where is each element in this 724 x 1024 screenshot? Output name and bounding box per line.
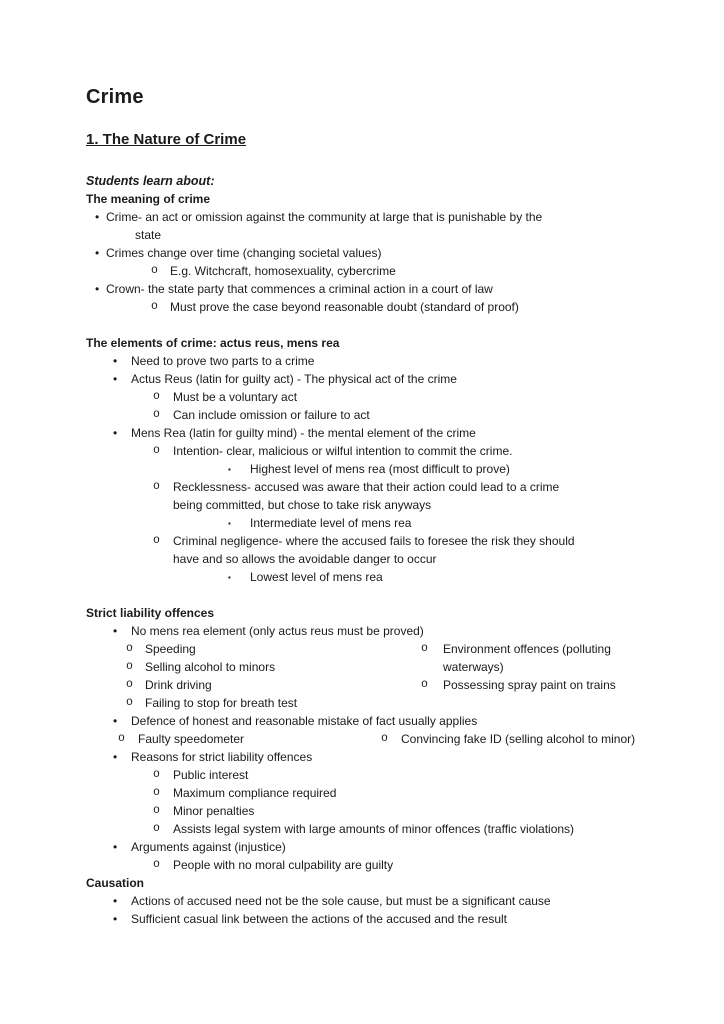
bullet-item (86, 856, 676, 874)
bullet-item (86, 802, 676, 820)
bullet-icon: • (113, 750, 118, 764)
bullet-text (86, 658, 421, 676)
bullet-text (86, 478, 676, 514)
line: Reasons for strict liability offences (131, 750, 313, 764)
bullet-item (86, 244, 676, 262)
line: Crime- an act or omission against the community at large that is punishable by the (106, 210, 543, 224)
bullet-item (86, 460, 676, 478)
line: Selling alcohol to minors (145, 660, 276, 674)
bullet-item (86, 748, 676, 766)
bullet-icon: • (95, 282, 100, 296)
circle-bullet-icon: o (153, 804, 160, 817)
bullet-icon: • (113, 426, 118, 440)
bullet-text (421, 676, 676, 694)
bullet-text (86, 532, 676, 568)
left-column (86, 730, 381, 748)
line: Public interest (173, 768, 249, 782)
circle-bullet-icon: o (153, 786, 160, 799)
line: Assists legal system with large amounts of minor offences (traffic violations) (173, 822, 575, 836)
line: Arguments against (injustice) (131, 840, 286, 854)
line: No mens rea element (only actus reus must be proved) (131, 624, 424, 638)
bullet-item (381, 730, 676, 748)
bullet-item (86, 892, 676, 910)
line: Intermediate level of mens rea (250, 516, 412, 530)
bullet-item (86, 568, 676, 586)
line: Mens Rea (latin for guilty mind) - the mental element of the crime (131, 426, 476, 440)
section-heading: 1. The Nature of Crime (86, 131, 247, 148)
bullet-icon: • (113, 894, 118, 908)
circle-bullet-icon: o (153, 822, 160, 835)
bullet-item (86, 622, 676, 640)
left-column (86, 640, 421, 712)
lead-in-label: Students learn about: (86, 174, 215, 188)
bullet-item (86, 532, 676, 568)
bullet-text (86, 262, 676, 280)
bullet-icon: • (113, 354, 118, 368)
bullet-item (86, 676, 421, 694)
two-column-list (86, 640, 676, 712)
bullet-text (86, 406, 676, 424)
bullet-text (86, 568, 676, 586)
bullet-text (86, 910, 676, 928)
circle-bullet-icon: o (126, 660, 133, 673)
line: People with no moral culpability are guilty (173, 858, 394, 872)
bullet-item (86, 442, 676, 460)
bullet-icon: • (113, 714, 118, 728)
bullet-item (86, 208, 676, 244)
bullet-item (86, 910, 676, 928)
circle-bullet-icon: o (153, 408, 160, 421)
bullet-item (421, 640, 676, 676)
circle-bullet-icon: o (153, 858, 160, 871)
wrapped-line: waterways) (443, 660, 504, 674)
bullet-icon: • (95, 246, 100, 260)
line: Lowest level of mens rea (250, 570, 383, 584)
line: Drink driving (145, 678, 212, 692)
document-title: Crime (86, 86, 144, 108)
square-bullet-icon: ▪ (228, 573, 231, 582)
circle-bullet-icon: o (151, 300, 158, 313)
bullet-text (86, 388, 676, 406)
bullet-text (86, 856, 676, 874)
line: Actions of accused need not be the sole cause, but must be a significant cause (131, 894, 551, 908)
line: Maximum compliance required (173, 786, 337, 800)
line: Crown- the state party that commences a criminal action in a court of law (106, 282, 493, 296)
bullet-item (86, 388, 676, 406)
bullet-text (381, 730, 676, 748)
bullet-text (86, 712, 676, 730)
circle-bullet-icon: o (381, 732, 388, 745)
line: Possessing spray paint on trains (443, 678, 616, 692)
bullet-item (86, 424, 676, 442)
line: Minor penalties (173, 804, 255, 818)
content-heading: The elements of crime: actus reus, mens rea (86, 336, 340, 350)
bullet-text (86, 730, 381, 748)
content-heading: The meaning of crime (86, 192, 211, 206)
bullet-item (86, 658, 421, 676)
bullet-item (86, 478, 676, 514)
bullet-text (86, 766, 676, 784)
line: Must prove the case beyond reasonable doubt (standard of proof) (170, 300, 519, 314)
bullet-item (86, 712, 676, 730)
bullet-text (86, 280, 676, 298)
bullet-text (86, 370, 676, 388)
bullet-text (86, 820, 676, 838)
line: Recklessness- accused was aware that their action could lead to a crime (173, 480, 560, 494)
bullet-item (86, 640, 421, 658)
circle-bullet-icon: o (153, 768, 160, 781)
bullet-item (86, 766, 676, 784)
bullet-text (86, 460, 676, 478)
bullet-text (86, 208, 676, 244)
bullet-item (86, 820, 676, 838)
bullet-text (86, 748, 676, 766)
bullet-text (86, 640, 421, 658)
line: Defence of honest and reasonable mistake of fact usually applies (131, 714, 478, 728)
bullet-icon: • (113, 840, 118, 854)
circle-bullet-icon: o (118, 732, 125, 745)
line: Highest level of mens rea (most difficult to prove) (250, 462, 510, 476)
line: Speeding (145, 642, 196, 656)
bullet-text (86, 784, 676, 802)
line: Sufficient casual link between the actions of the accused and the result (131, 912, 508, 926)
line: Crimes change over time (changing societal values) (106, 246, 382, 260)
bullet-item (86, 730, 381, 748)
right-column (381, 730, 676, 748)
section-gap (86, 586, 676, 604)
bullet-text (86, 244, 676, 262)
circle-bullet-icon: o (153, 444, 160, 457)
bullet-text (86, 892, 676, 910)
bullet-text (86, 442, 676, 460)
wrapped-line: being committed, but chose to take risk anyways (173, 498, 432, 512)
content-area (86, 190, 676, 928)
bullet-icon: • (113, 624, 118, 638)
bullet-text (86, 622, 676, 640)
circle-bullet-icon: o (151, 264, 158, 277)
bullet-icon: • (113, 372, 118, 386)
right-column (421, 640, 676, 694)
bullet-text (86, 424, 676, 442)
bullet-text (421, 640, 676, 676)
bullet-item (86, 280, 676, 298)
document-body (86, 0, 676, 928)
bullet-text (86, 694, 421, 712)
circle-bullet-icon: o (153, 390, 160, 403)
bullet-item (86, 514, 676, 532)
bullet-item (86, 298, 676, 316)
square-bullet-icon: ▪ (228, 465, 231, 474)
line: Intention- clear, malicious or wilful intention to commit the crime. (173, 444, 513, 458)
circle-bullet-icon: o (421, 678, 428, 691)
circle-bullet-icon: o (153, 480, 160, 493)
line: Failing to stop for breath test (145, 696, 298, 710)
line: Can include omission or failure to act (173, 408, 370, 422)
content-heading: Causation (86, 876, 145, 890)
circle-bullet-icon: o (421, 642, 428, 655)
bullet-icon: • (95, 210, 100, 224)
bullet-text (86, 298, 676, 316)
bullet-item (86, 406, 676, 424)
square-bullet-icon: ▪ (228, 519, 231, 528)
bullet-item (86, 262, 676, 280)
bullet-text (86, 352, 676, 370)
circle-bullet-icon: o (153, 534, 160, 547)
line: Faulty speedometer (138, 732, 245, 746)
bullet-item (86, 694, 421, 712)
bullet-text (86, 802, 676, 820)
bullet-item (86, 352, 676, 370)
line: Actus Reus (latin for guilty act) - The physical act of the crime (131, 372, 457, 386)
line: Criminal negligence- where the accused fails to foresee the risk they should (173, 534, 575, 548)
bullet-text (86, 676, 421, 694)
line: Environment offences (polluting (443, 642, 611, 656)
bullet-text (86, 838, 676, 856)
line: E.g. Witchcraft, homosexuality, cybercrime (170, 264, 396, 278)
circle-bullet-icon: o (126, 696, 133, 709)
line: Need to prove two parts to a crime (131, 354, 315, 368)
bullet-item (421, 676, 676, 694)
line: Must be a voluntary act (173, 390, 298, 404)
bullet-icon: • (113, 912, 118, 926)
content-heading: Strict liability offences (86, 606, 215, 620)
bullet-item (86, 838, 676, 856)
wrapped-line: have and so allows the avoidable danger to occur (173, 552, 437, 566)
section-gap (86, 316, 676, 334)
circle-bullet-icon: o (126, 642, 133, 655)
wrapped-line: state (135, 228, 162, 242)
two-column-list (86, 730, 676, 748)
bullet-item (86, 784, 676, 802)
line: Convincing fake ID (selling alcohol to minor) (401, 732, 636, 746)
bullet-text (86, 514, 676, 532)
circle-bullet-icon: o (126, 678, 133, 691)
bullet-item (86, 370, 676, 388)
